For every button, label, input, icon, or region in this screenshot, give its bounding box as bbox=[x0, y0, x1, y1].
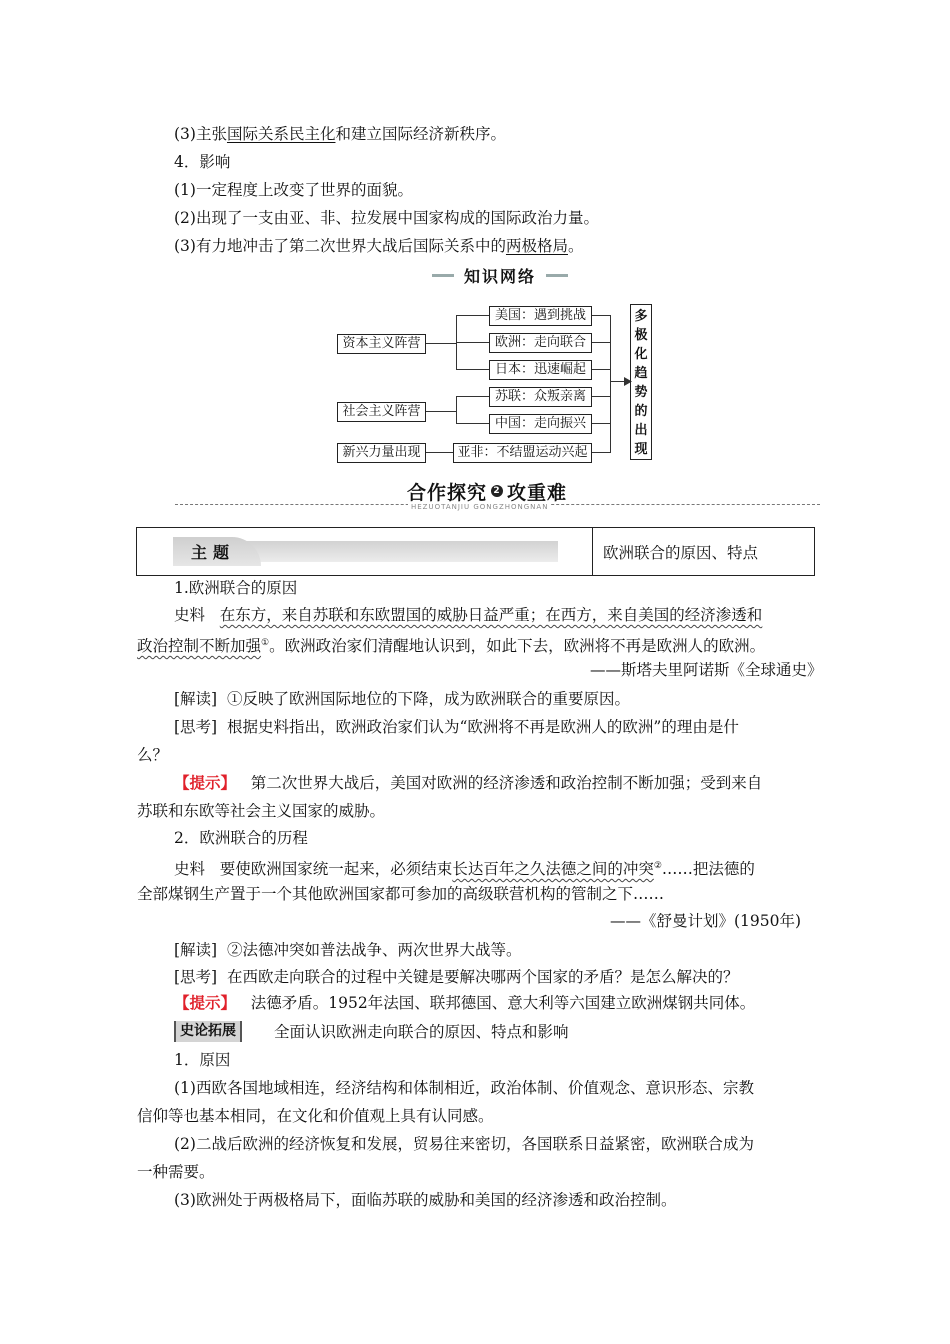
connector bbox=[592, 423, 610, 424]
interpretation bbox=[174, 940, 521, 960]
result-char: 势 bbox=[634, 385, 648, 400]
subheading: 4．影响 bbox=[174, 153, 231, 171]
interpretation-text: ②法德冲突如普法战争、两次世界大战等。 bbox=[226, 941, 522, 959]
interpretation-label: [解读] bbox=[174, 690, 218, 708]
right-box-europe: 欧洲：走向联合 bbox=[489, 333, 592, 353]
knowledge-network-title bbox=[432, 264, 568, 286]
source-line bbox=[137, 633, 765, 656]
interpretation bbox=[174, 689, 630, 709]
result-char: 现 bbox=[634, 442, 648, 457]
topic-label-cell bbox=[137, 528, 593, 575]
left-box-socialist: 社会主义阵营 bbox=[337, 402, 426, 422]
question bbox=[174, 717, 739, 737]
left-box-emerging: 新兴力量出现 bbox=[337, 443, 426, 463]
underlined-term: 国际关系民主化 bbox=[226, 125, 336, 143]
connector bbox=[592, 396, 610, 397]
right-box-china: 中国：走向振兴 bbox=[489, 414, 592, 434]
citation: ——《舒曼计划》(1950年) bbox=[610, 912, 802, 930]
topic-text: 欧洲联合的原因、特点 bbox=[603, 544, 759, 562]
right-box-usa: 美国：遇到挑战 bbox=[489, 306, 592, 326]
source-label: 史料 bbox=[174, 860, 206, 879]
source-text: 政治控制不断加强 bbox=[137, 637, 262, 656]
connector bbox=[426, 343, 456, 344]
left-box-capitalist: 资本主义阵营 bbox=[337, 334, 426, 354]
text-line: (1)一定程度上改变了世界的面貌。 bbox=[174, 181, 413, 199]
question-text: 根据史料指出，欧洲政治家们认为“欧洲将不再是欧洲人的欧洲”的理由是什 bbox=[226, 718, 739, 736]
question-label: [思考] bbox=[174, 718, 218, 736]
source-line bbox=[174, 605, 762, 625]
footnote-mark: ② bbox=[653, 861, 662, 871]
source-text: 在东方，来自苏联和东欧盟国的威胁日益严重；在西方，来自美国的经济渗透和 bbox=[219, 606, 763, 624]
interpretation-text: ①反映了欧洲国际地位的下降，成为欧洲联合的重要原因。 bbox=[226, 690, 630, 708]
connector bbox=[456, 396, 457, 424]
connector bbox=[456, 315, 489, 316]
text-line: (2)二战后欧洲的经济恢复和发展，贸易往来密切，各国联系日益紧密，欧洲联合成为 bbox=[174, 1135, 754, 1153]
connector bbox=[426, 411, 456, 412]
text: 和建立国际经济新秩序。 bbox=[335, 125, 506, 143]
result-char: 多 bbox=[634, 309, 648, 324]
text-line: 信仰等也基本相同，在文化和价值观上具有认同感。 bbox=[137, 1107, 494, 1125]
question-label: [思考] bbox=[174, 968, 218, 986]
text-line: 一种需要。 bbox=[137, 1163, 215, 1181]
citation: ——斯塔夫里阿诺斯《全球通史》 bbox=[590, 661, 823, 679]
section-heading: 2．欧洲联合的历程 bbox=[174, 829, 308, 847]
banner-title-b: 攻重难 bbox=[507, 481, 568, 504]
right-box-ussr: 苏联：众叛亲离 bbox=[489, 387, 592, 407]
hint bbox=[174, 773, 762, 793]
hint-label: 【提示】 bbox=[174, 993, 237, 1012]
source-text: 长达百年之久法德之间的冲突 bbox=[452, 860, 654, 879]
source-text: ……把法德的 bbox=[661, 860, 755, 879]
banner-subtitle: HEZUOTANJIU GONGZHONGNAN bbox=[408, 503, 551, 511]
connector bbox=[456, 369, 489, 370]
source-text: 。欧洲政治家们清醒地认识到，如此下去，欧洲将不再是欧洲人的欧洲。 bbox=[269, 637, 766, 656]
connector bbox=[456, 342, 489, 343]
right-box-japan: 日本：迅速崛起 bbox=[489, 360, 592, 380]
topic-tab: 主题 bbox=[173, 537, 261, 566]
connector bbox=[592, 342, 610, 343]
extension-title: 全面认识欧洲走向联合的原因、特点和影响 bbox=[274, 1023, 569, 1041]
text-line: (3)欧洲处于两极格局下，面临苏联的威胁和美国的经济渗透和政治控制。 bbox=[174, 1191, 677, 1209]
text-line bbox=[174, 124, 506, 144]
result-char: 化 bbox=[634, 347, 648, 362]
footnote-mark: ① bbox=[261, 638, 270, 648]
question bbox=[174, 967, 738, 987]
text-line: (2)出现了一支由亚、非、拉发展中国家构成的国际政治力量。 bbox=[174, 209, 599, 227]
connector bbox=[456, 396, 489, 397]
text: 。 bbox=[567, 237, 584, 255]
connector bbox=[456, 423, 489, 424]
extension-label: 史论拓展 bbox=[174, 1021, 242, 1042]
title-label: 知识网络 bbox=[454, 264, 546, 287]
banner-title-a: 合作探究 bbox=[407, 481, 488, 504]
hint-text: 第二次世界大战后，美国对欧洲的经济渗透和政治控制不断加强；受到来自 bbox=[250, 774, 763, 792]
text: (3)有力地冲击了第二次世界大战后国际关系中的 bbox=[174, 237, 506, 255]
subheading: 1．原因 bbox=[174, 1051, 231, 1069]
question-cont: 么？ bbox=[137, 746, 169, 764]
question-text: 在西欧走向联合的过程中关键是要解决哪两个国家的矛盾？是怎么解决的？ bbox=[226, 968, 739, 986]
text-line bbox=[174, 236, 584, 256]
section-heading: 1.欧洲联合的原因 bbox=[174, 579, 298, 597]
hint-text: 法德矛盾。1952年法国、联邦德国、意大利等六国建立欧洲煤钢共同体。 bbox=[250, 994, 756, 1012]
text: (3)主张 bbox=[174, 125, 227, 143]
text-line: (1)西欧各国地域相连，经济结构和体制相近，政治体制、价值观念、意识形态、宗教 bbox=[174, 1079, 754, 1097]
result-char: 的 bbox=[634, 404, 648, 419]
source-text: 要使欧洲国家统一起来，必须结束 bbox=[219, 860, 453, 879]
interpretation-label: [解读] bbox=[174, 941, 218, 959]
right-box-asia-africa: 亚非：不结盟运动兴起 bbox=[453, 443, 592, 463]
result-char: 趋 bbox=[634, 366, 648, 381]
hint-label: 【提示】 bbox=[174, 773, 237, 792]
connector bbox=[426, 452, 453, 453]
connector bbox=[592, 315, 610, 316]
result-char: 极 bbox=[634, 328, 648, 343]
source-line bbox=[174, 856, 755, 879]
hint bbox=[174, 993, 755, 1013]
source-line: 全部煤钢生产置于一个其他欧洲国家都可参加的高级联营机构的管制之下…… bbox=[137, 885, 665, 903]
result-char: 出 bbox=[634, 423, 648, 438]
connector bbox=[610, 315, 611, 453]
connector bbox=[592, 369, 610, 370]
topic-table bbox=[136, 527, 815, 576]
banner-circle-number: 2 bbox=[491, 485, 503, 497]
section-banner bbox=[407, 479, 567, 503]
result-box bbox=[630, 304, 652, 460]
underlined-term: 两极格局 bbox=[505, 237, 568, 255]
hint-cont: 苏联和东欧等社会主义国家的威胁。 bbox=[137, 802, 386, 820]
connector bbox=[592, 452, 610, 453]
source-label: 史料 bbox=[174, 606, 206, 624]
